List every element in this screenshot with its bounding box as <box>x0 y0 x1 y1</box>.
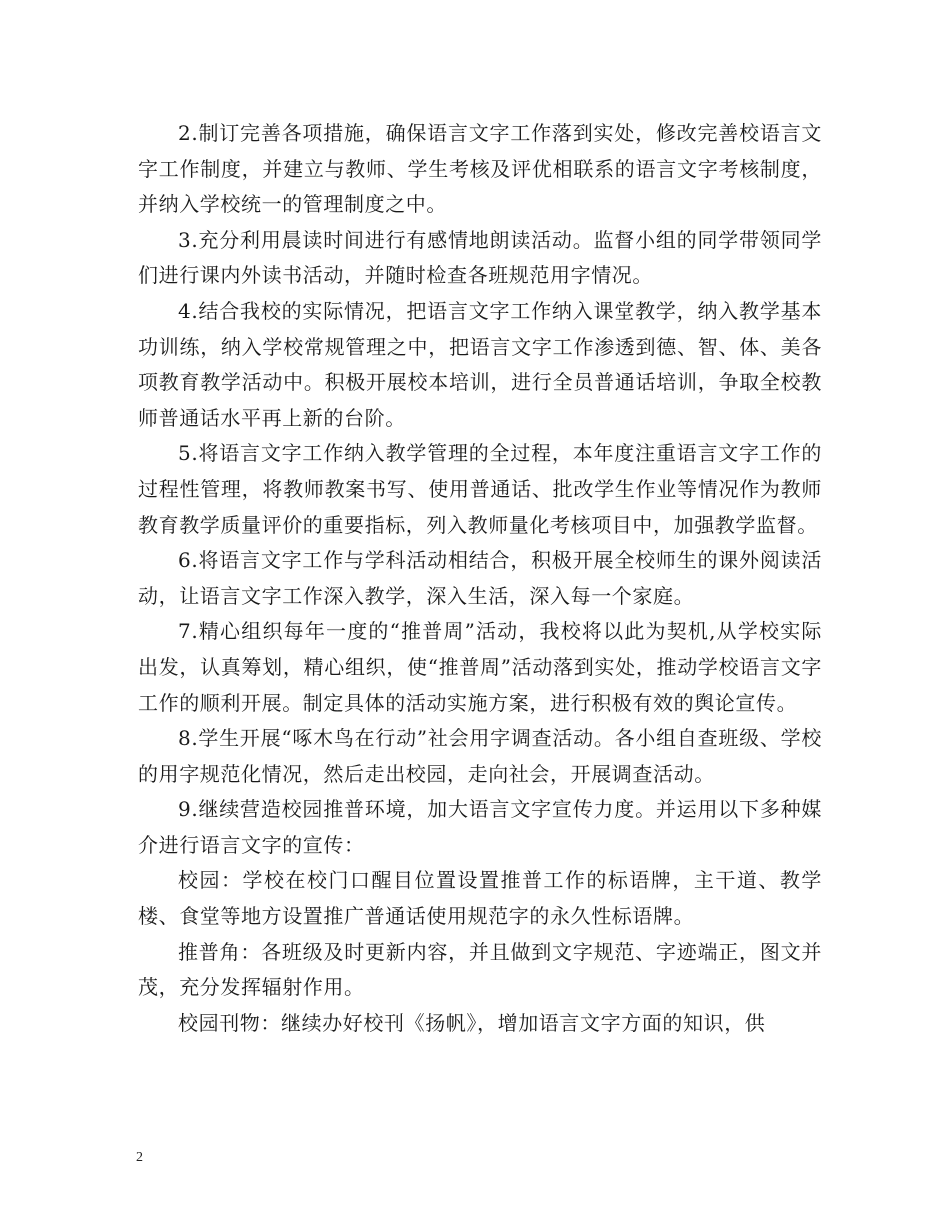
paragraph-item-4: 4.结合我校的实际情况，把语言文字工作纳入课堂教学，纳入教学基本功训练，纳入学校常规管理之中，把语言文字工作渗透到德、智、体、美各项教育教学活动中。积极开展校本培训，进行全员普通话培训，争取全校教师普通话水平再上新的台阶。 <box>138 298 822 430</box>
paragraph-campus: 校园：学校在校门口醒目位置设置推普工作的标语牌，主干道、教学楼、食堂等地方设置推广普通话使用规范字的永久性标语牌。 <box>138 868 822 929</box>
paragraph-item-8: 8.学生开展“啄木鸟在行动”社会用字调查活动。各小组自查班级、学校的用字规范化情况，然后走出校园，走向社会，开展调查活动。 <box>138 726 822 786</box>
page-number: 2 <box>136 1150 143 1165</box>
paragraph-item-3: 3.充分利用晨读时间进行有感情地朗读活动。监督小组的同学带领同学们进行课内外读书活动，并随时检查各班规范用字情况。 <box>138 227 822 288</box>
document-body <box>138 116 822 1041</box>
paragraph-campus-publication: 校园刊物：继续办好校刊《扬帆》，增加语言文字方面的知识，供 <box>178 1010 766 1035</box>
paragraph-item-9: 9.继续营造校园推普环境，加大语言文字宣传力度。并运用以下多种媒介进行语言文字的宣传： <box>138 797 822 857</box>
paragraph-item-5: 5.将语言文字工作纳入教学管理的全过程，本年度注重语言文字工作的过程性管理，将教师教案书写、使用普通话、批改学生作业等情况作为教师教育教学质量评价的重要指标，列入教师量化考核项目中，加强教学监督。 <box>138 441 822 537</box>
paragraph-item-6: 6.将语言文字工作与学科活动相结合，积极开展全校师生的课外阅读活动，让语言文字工作深入教学，深入生活，深入每一个家庭。 <box>138 548 822 608</box>
paragraph-promotion-corner: 推普角：各班级及时更新内容，并且做到文字规范、字迹端正，图文并茂，充分发挥辐射作用。 <box>138 939 822 1000</box>
paragraph-item-2: 2.制订完善各项措施，确保语言文字工作落到实处，修改完善校语言文字工作制度，并建立与教师、学生考核及评优相联系的语言文字考核制度，并纳入学校统一的管理制度之中。 <box>138 121 822 217</box>
paragraph-item-7: 7.精心组织每年一度的“推普周”活动，我校将以此为契机,从学校实际出发，认真筹划，精心组织，使“推普周”活动落到实处，推动学校语言文字工作的顺利开展。制定具体的活动实施方案，进行积极有效的舆论宣传。 <box>138 619 822 715</box>
